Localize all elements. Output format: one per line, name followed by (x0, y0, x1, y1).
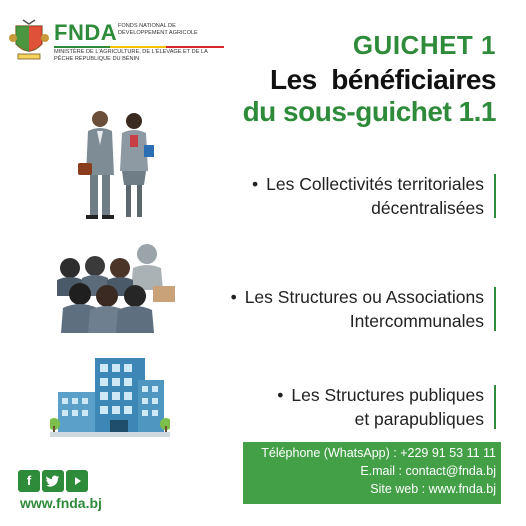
beneficiary-item (252, 172, 496, 220)
youtube-icon[interactable] (66, 470, 88, 492)
coat-of-arms-icon (8, 18, 50, 64)
title-line-1: Les bénéficiaires (269, 64, 496, 95)
contact-website[interactable]: Site web : www.fnda.bj (370, 482, 496, 496)
contact-phone[interactable]: Téléphone (WhatsApp) : +229 91 53 11 11 (261, 446, 496, 460)
building-illustration (50, 352, 170, 437)
contact-box (243, 442, 501, 504)
flag-divider (54, 46, 224, 48)
title-line-2: du sous-guichet 1.1 (242, 96, 496, 127)
item-divider (494, 385, 496, 429)
item-divider (494, 287, 496, 331)
item-text-line-2: Intercommunales (349, 311, 484, 331)
footer-website[interactable]: www.fnda.bj (20, 495, 102, 511)
beneficiary-item (231, 285, 496, 333)
social-links (18, 470, 88, 492)
item-text-line-1: Les Structures ou Associations (244, 287, 484, 307)
beneficiary-item (277, 383, 496, 431)
ministry-text: MINISTÈRE DE L'AGRICULTURE, DE L'ÉLEVAGE ET DE LA PÊCHE RÉPUBLIQUE DU BÉNIN (54, 49, 208, 62)
item-divider (494, 174, 496, 218)
twitter-icon[interactable] (42, 470, 64, 492)
brand-name: FNDA (54, 20, 118, 45)
item-text-line-2: et parapubliques (354, 409, 484, 429)
item-text-line-2: décentralisées (371, 198, 484, 218)
bullet: • (252, 174, 259, 194)
item-text-line-1: Les Structures publiques (291, 385, 484, 405)
facebook-icon[interactable]: f (18, 470, 40, 492)
guichet-title: GUICHET 1 (352, 30, 496, 60)
item-text-line-1: Les Collectivités territoriales (266, 174, 484, 194)
fnda-logo (8, 18, 228, 68)
brand-subtitle: FONDS NATIONAL DE DÉVELOPPEMENT AGRICOLE (118, 23, 198, 36)
contact-email[interactable]: E.mail : contact@fnda.bj (360, 464, 496, 478)
bullet: • (277, 385, 284, 405)
bullet: • (230, 287, 237, 307)
audience-illustration (45, 238, 180, 333)
business-people-illustration (60, 105, 170, 225)
